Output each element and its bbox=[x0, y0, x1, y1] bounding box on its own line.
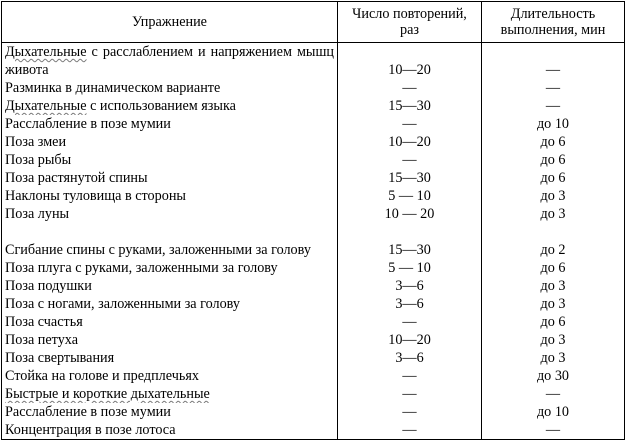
reps-cell: — bbox=[338, 385, 482, 403]
exercise-cell: Поза с ногами, заложенными за голову bbox=[2, 295, 338, 313]
table-row bbox=[2, 79, 625, 97]
reps-cell: 10—20 bbox=[338, 331, 482, 349]
exercise-cell: Поза свертывания bbox=[2, 349, 338, 367]
duration-cell: — bbox=[482, 97, 625, 115]
exercise-cell: Поза подушки bbox=[2, 277, 338, 295]
exercise-tail: с использованием языка bbox=[86, 98, 236, 114]
exercise-cell: Расслабление в позе мумии bbox=[2, 115, 338, 133]
exercise-cell: Поза рыбы bbox=[2, 151, 338, 169]
duration-cell: до 2 bbox=[482, 223, 625, 259]
exercise-cell: Поза счастья bbox=[2, 313, 338, 331]
duration-cell: до 6 bbox=[482, 259, 625, 277]
duration-cell: до 3 bbox=[482, 187, 625, 205]
exercise-cell: Концентрация в позе лотоса bbox=[2, 421, 338, 440]
header-reps: Число повторений, раз bbox=[338, 2, 482, 43]
reps-cell: 10—20 bbox=[338, 133, 482, 151]
exercise-cell: Разминка в динамическом варианте bbox=[2, 79, 338, 97]
exercise-cell bbox=[2, 97, 338, 115]
table-row bbox=[2, 187, 625, 205]
duration-cell: — bbox=[482, 421, 625, 440]
reps-cell: — bbox=[338, 115, 482, 133]
table-row bbox=[2, 421, 625, 440]
table-row bbox=[2, 97, 625, 115]
table-row bbox=[2, 133, 625, 151]
reps-cell: — bbox=[338, 79, 482, 97]
duration-cell: до 3 bbox=[482, 205, 625, 223]
duration-cell: до 6 bbox=[482, 151, 625, 169]
table-row bbox=[2, 169, 625, 187]
exercise-cell: Поза растянутой спины bbox=[2, 169, 338, 187]
exercise-cell: Поза луны bbox=[2, 205, 338, 223]
table-header-row bbox=[2, 2, 625, 43]
table-row bbox=[2, 349, 625, 367]
exercise-head: Быстрые и короткие дыхательные bbox=[5, 386, 210, 402]
exercise-cell: Сгибание спины с руками, заложенными за голову bbox=[2, 223, 338, 259]
exercise-head: Дыхательные bbox=[5, 98, 87, 114]
exercise-cell bbox=[2, 385, 338, 403]
reps-cell: 15—30 bbox=[338, 97, 482, 115]
table-row bbox=[2, 403, 625, 421]
table-row bbox=[2, 313, 625, 331]
duration-cell: до 6 bbox=[482, 133, 625, 151]
exercise-cell: Стойка на голове и предплечьях bbox=[2, 367, 338, 385]
table-row bbox=[2, 43, 625, 80]
exercise-cell: Расслабление в позе мумии bbox=[2, 403, 338, 421]
reps-cell: 10 — 20 bbox=[338, 205, 482, 223]
reps-cell: 10—20 bbox=[338, 43, 482, 80]
exercise-head: Дыхательные bbox=[5, 44, 87, 60]
duration-cell: до 3 bbox=[482, 331, 625, 349]
table-row bbox=[2, 367, 625, 385]
reps-cell: — bbox=[338, 151, 482, 169]
duration-cell: — bbox=[482, 385, 625, 403]
exercise-tail: с расслаблением и напряжением мышц живота bbox=[5, 44, 334, 78]
reps-cell: 3—6 bbox=[338, 295, 482, 313]
duration-cell: до 3 bbox=[482, 349, 625, 367]
duration-cell: до 10 bbox=[482, 403, 625, 421]
reps-cell: 5 — 10 bbox=[338, 187, 482, 205]
exercise-table bbox=[1, 1, 625, 440]
reps-cell: 15—30 bbox=[338, 223, 482, 259]
table-row bbox=[2, 277, 625, 295]
reps-cell: 15—30 bbox=[338, 169, 482, 187]
reps-cell: — bbox=[338, 403, 482, 421]
reps-cell: 3—6 bbox=[338, 349, 482, 367]
exercise-cell bbox=[2, 43, 338, 80]
table-row bbox=[2, 151, 625, 169]
exercise-cell: Поза плуга с руками, заложенными за голову bbox=[2, 259, 338, 277]
duration-cell: — bbox=[482, 79, 625, 97]
exercise-cell: Поза петуха bbox=[2, 331, 338, 349]
table-row bbox=[2, 115, 625, 133]
reps-cell: — bbox=[338, 421, 482, 440]
duration-cell: — bbox=[482, 43, 625, 80]
duration-cell: до 3 bbox=[482, 295, 625, 313]
duration-cell: до 3 bbox=[482, 277, 625, 295]
table-row bbox=[2, 331, 625, 349]
duration-cell: до 10 bbox=[482, 115, 625, 133]
table-row bbox=[2, 295, 625, 313]
reps-cell: — bbox=[338, 367, 482, 385]
table-row bbox=[2, 259, 625, 277]
header-exercise: Упражнение bbox=[2, 2, 338, 43]
exercise-cell: Поза змеи bbox=[2, 133, 338, 151]
duration-cell: до 6 bbox=[482, 169, 625, 187]
reps-cell: — bbox=[338, 313, 482, 331]
duration-cell: до 6 bbox=[482, 313, 625, 331]
duration-cell: до 30 bbox=[482, 367, 625, 385]
reps-cell: 5 — 10 bbox=[338, 259, 482, 277]
header-duration: Длительность выполнения, мин bbox=[482, 2, 625, 43]
table-row bbox=[2, 385, 625, 403]
table-row bbox=[2, 205, 625, 223]
exercise-cell: Наклоны туловища в стороны bbox=[2, 187, 338, 205]
reps-cell: 3—6 bbox=[338, 277, 482, 295]
table-row bbox=[2, 223, 625, 259]
